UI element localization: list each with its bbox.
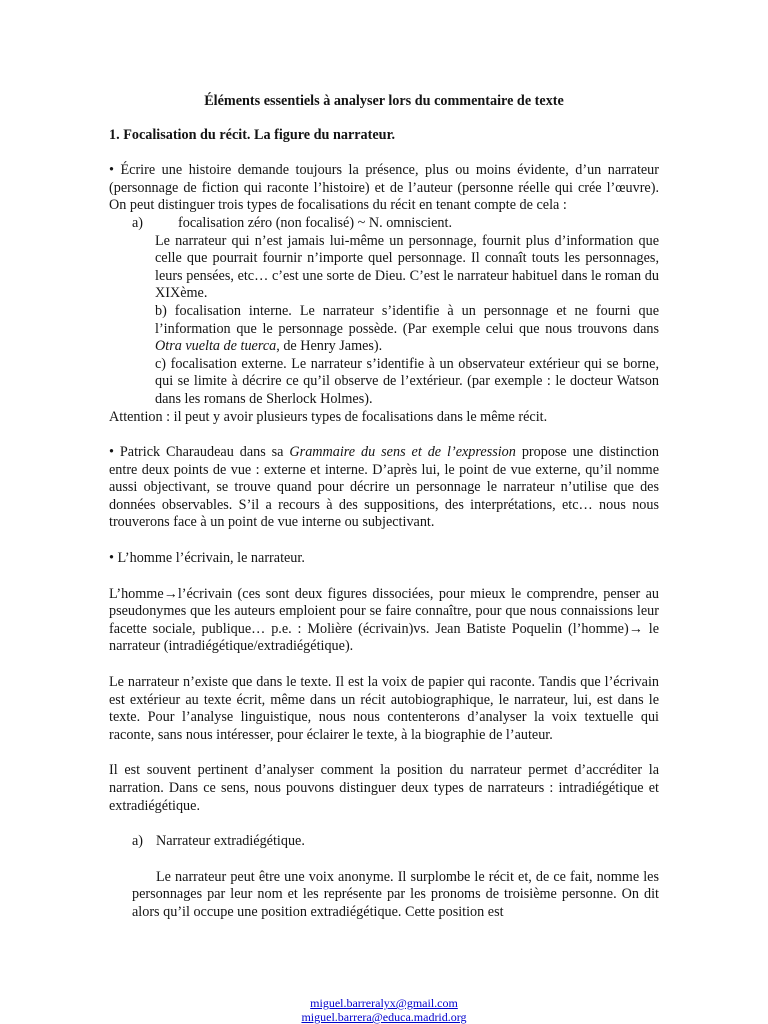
paragraph-text-end: propose une distinction entre deux points de vue : externe et interne. D’après lui, le point de vue externe, qu’il nomme aussi objectivant, se trouve quand pour décrire un personnage le narrateur n’utilise que des données observables. S’il a recours à des suppositions, des interprétations, etc… nous nous trouverons face à un point de vue interne ou subjectivant.	[109, 444, 659, 531]
list-item-b	[155, 303, 659, 356]
list-text: Narrateur extradiégétique.	[156, 833, 305, 850]
document-body	[109, 93, 659, 922]
book-title: Grammaire du sens et de l’expression	[289, 444, 516, 461]
paragraph-text-end: le narrateur (intradiégétique/extradiégétique).	[109, 620, 659, 655]
list-item-b-text-end: , de Henry James).	[276, 338, 383, 355]
paragraph-text: • Patrick Charaudeau dans sa	[109, 444, 290, 461]
list-label: a)	[132, 214, 144, 231]
list-item-extradiegetique	[109, 833, 659, 851]
email-link[interactable]: miguel.barreralyx@gmail.com	[310, 996, 458, 1010]
book-title: Otra vuelta de tuerca	[155, 338, 277, 355]
document-title: Éléments essentiels à analyser lors du commentaire de texte	[204, 93, 564, 109]
list-item-c: c) focalisation externe. Le narrateur s’identifie à un observateur extérieur qui se borne, qui se limite à décrire ce qu’il observe de l’extérieur. (par exemple : le docteur Watson dans les romans de Sherlock Holmes).	[155, 355, 659, 407]
attention-note: Attention : il peut y avoir plusieurs types de focalisations dans le même récit.	[109, 408, 548, 425]
list-item-a	[109, 215, 659, 233]
paragraph-text-middle: l’écrivain (ces sont deux figures dissociées, pour mieux le comprendre, penser au pseudonymes que les auteurs emploient pour se faire connaître, pour que nous connaissions leur facette sociale, publique… p.e. : Molière (écrivain)vs. Jean Batiste Poquelin (l’homme)	[109, 585, 659, 637]
list-label: a)	[132, 833, 144, 850]
list-text: focalisation zéro (non focalisé) ~ N. omniscient.	[178, 214, 452, 231]
paragraph-position-narrateur: Il est souvent pertinent d’analyser comment la position du narrateur permet d’accréditer la narration. Dans ce sens, nous pouvons distinguer deux types de narrateurs : intradiégétique et extradiégétique.	[109, 762, 659, 814]
paragraph-voix-papier: Le narrateur n’existe que dans le texte. Il est la voix de papier qui raconte. Tandis que l’écrivain est extérieur au texte écrit, même dans un récit autobiographique, le narrateur, lui, est dans le texte. Pour l’analyse linguistique, nous nous contenterons d’analyser la voix textuelle qui raconte, sans nous intéresser, pour éclairer le texte, à la biographie de l’auteur.	[109, 674, 659, 743]
footer	[0, 996, 768, 1024]
list-item-a-description: Le narrateur qui n’est jamais lui-même un personnage, fournit plus d’information que celle que pourrait fournir n’importe quel personnage. Il connaît touts les personnages, leurs pensées, etc… c’est une sorte de Dieu. C’est le narrateur habituel dans le roman du XIXème.	[155, 232, 659, 302]
email-link[interactable]: miguel.barrera@educa.madrid.org	[301, 1010, 467, 1024]
paragraph-focalisation-intro: • Écrire une histoire demande toujours la présence, plus ou moins évidente, d’un narrateur (personnage de fiction qui raconte l’histoire) et de l’auteur (personne réelle qui crée l’œuvre). On peut distinguer trois types de focalisations du récit en tenant compte de cela :	[109, 162, 659, 214]
paragraph-text: L’homme	[109, 585, 164, 602]
list-item-b-text: b) focalisation interne. Le narrateur s’identifie à un personnage et ne fourni que l’information que le personnage possède. (Par exemple celui que nous trouvons dans	[155, 302, 659, 337]
arrow-right-icon: →	[628, 620, 643, 637]
arrow-right-icon: →	[163, 585, 178, 602]
paragraph-figures	[109, 586, 659, 656]
paragraph-charaudeau	[109, 444, 659, 532]
paragraph-voix-anonyme: Le narrateur peut être une voix anonyme. Il surplombe le récit et, de ce fait, nomme les personnages par leur nom et les représente par les pronoms de troisième personne. On dit alors qu’il occupe une position extradiégétique. Cette position est	[132, 868, 659, 920]
section-heading: 1. Focalisation du récit. La figure du narrateur.	[109, 126, 396, 143]
paragraph-homme-ecrivain: • L’homme l’écrivain, le narrateur.	[109, 550, 305, 567]
